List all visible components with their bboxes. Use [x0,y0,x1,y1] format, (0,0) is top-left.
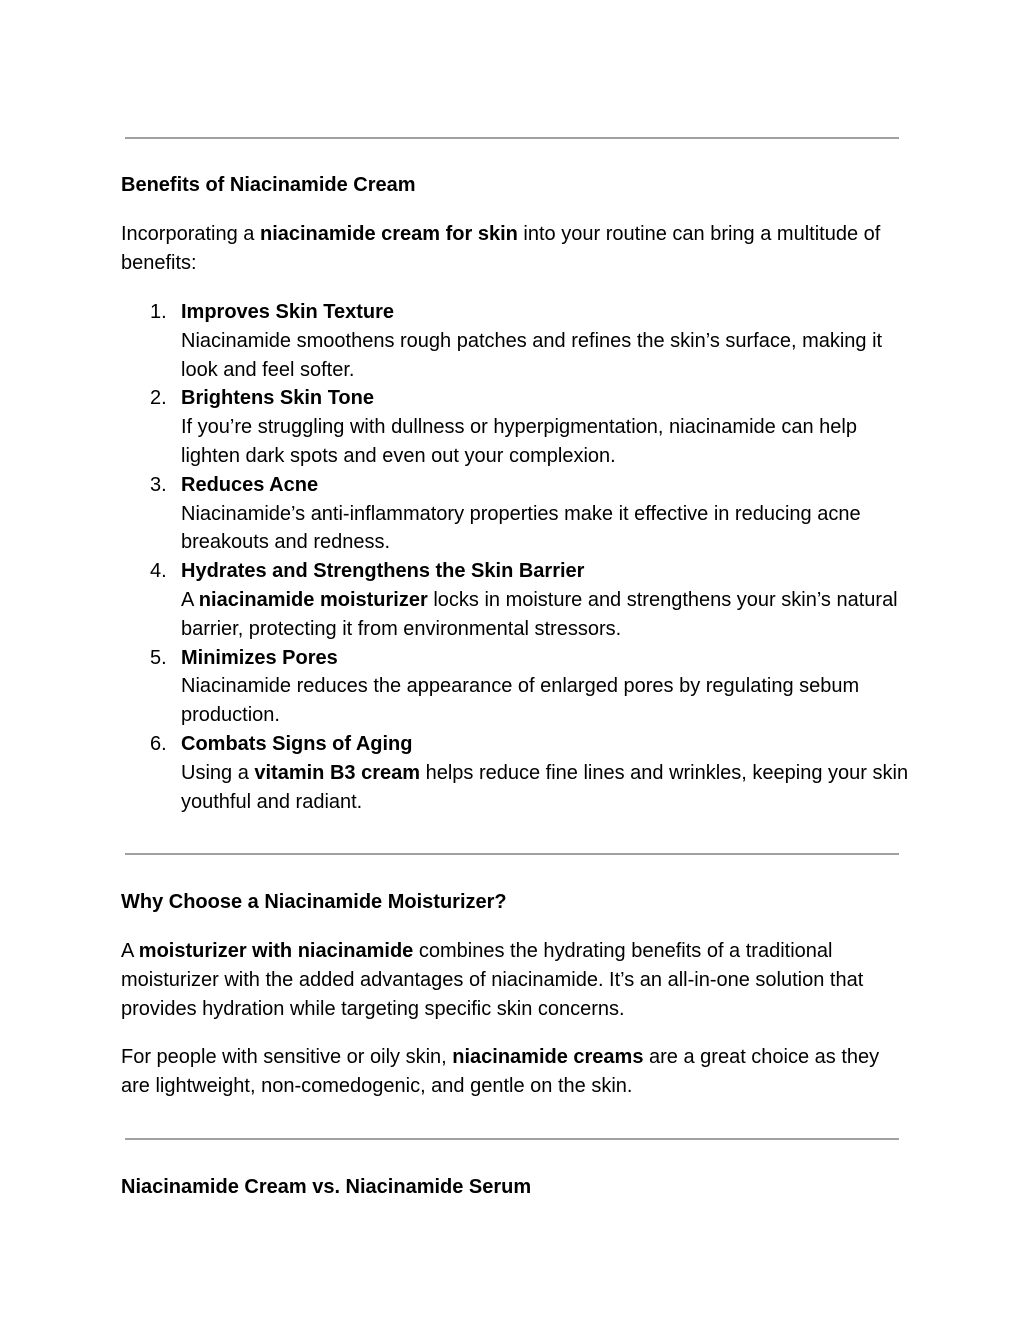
why-paragraph-2: For people with sensitive or oily skin, niacinamide creams are a great choice as they are lightweight, non-comedogenic, and gentle on the skin. [121,1046,880,1097]
list-item [121,298,911,384]
compare-heading: Niacinamide Cream vs. Niacinamide Serum [121,1176,532,1198]
list-item [121,557,911,643]
item-description: Niacinamide’s anti-inflammatory properties make it effective in reducing acne breakouts and redness. [181,502,861,554]
item-title: Combats Signs of Aging [181,732,413,755]
item-description: If you’re struggling with dullness or hyperpigmentation, niacinamide can help lighten dark spots and even out your complexion. [181,416,857,467]
list-number: 5. [150,646,167,669]
list-number: 1. [150,301,167,323]
list-number: 3. [150,473,167,496]
list-item [121,471,911,557]
bold-keyword: niacinamide cream for skin [259,223,518,245]
benefits-intro-paragraph: Incorporating a niacinamide cream for skin into your routine can bring a multitude of benefits: [121,223,881,274]
item-title: Improves Skin Texture [181,301,395,323]
item-description: Using a vitamin B3 cream helps reduce fine lines and wrinkles, keeping your skin youthful and radiant. [181,761,909,813]
why-heading: Why Choose a Niacinamide Moisturizer? [121,891,507,913]
item-description: A niacinamide moisturizer locks in moisture and strengthens your skin’s natural barrier, protecting it from environmental stressors. [181,588,898,640]
why-paragraph-1: A moisturizer with niacinamide combines the hydrating benefits of a traditional moisturizer with the added advantages of niacinamide. It’s an all-in-one solution that provides hydration while targeting specific skin concerns. [121,940,864,1020]
bold-keyword: niacinamide creams [452,1046,644,1068]
item-title: Brightens Skin Tone [181,387,374,410]
item-title: Hydrates and Strengthens the Skin Barrier [181,560,585,583]
horizontal-divider [125,853,899,855]
bold-keyword: moisturizer with niacinamide [138,940,414,962]
list-number: 2. [150,387,167,410]
list-number: 6. [150,732,167,755]
benefits-heading: Benefits of Niacinamide Cream [121,174,416,196]
list-item [121,384,911,470]
item-title: Minimizes Pores [181,646,338,669]
list-number: 4. [150,560,167,583]
item-description: Niacinamide reduces the appearance of enlarged pores by regulating sebum production. [181,675,860,727]
benefits-list [121,298,911,816]
list-item [121,730,911,816]
list-item [121,644,911,730]
item-title: Reduces Acne [181,473,319,496]
item-description: Niacinamide smoothens rough patches and refines the skin’s surface, making it look and feel softer. [181,329,883,381]
horizontal-divider [125,1138,899,1140]
horizontal-divider [125,137,899,139]
